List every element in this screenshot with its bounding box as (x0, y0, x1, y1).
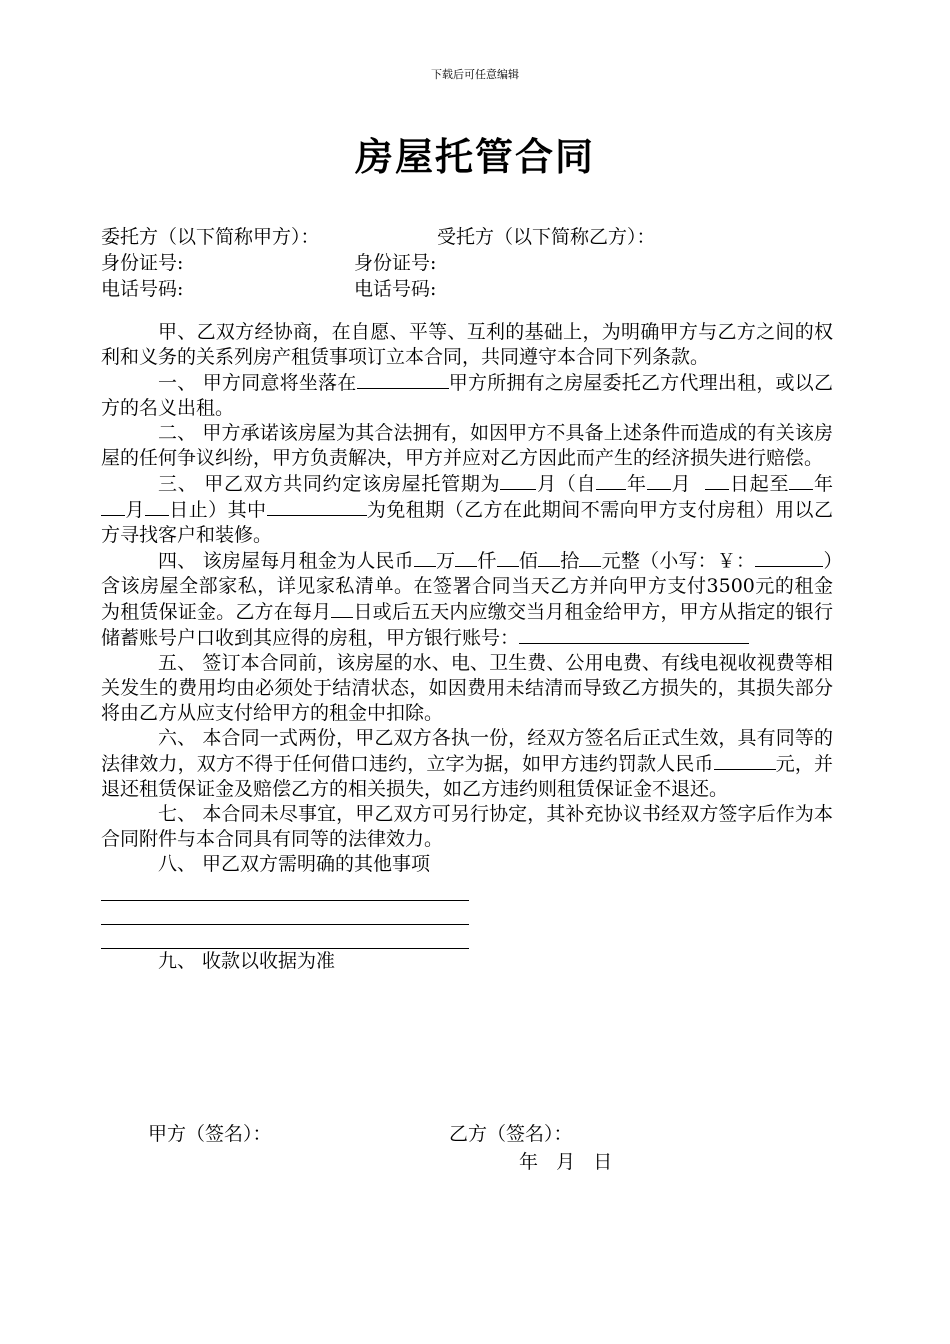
bank-account-blank[interactable] (519, 625, 749, 644)
clause-4-text-e: 拾 (560, 550, 580, 572)
parties-block (101, 224, 841, 302)
phone-a-label: 电话号码: (101, 278, 184, 300)
rent-qian-blank[interactable] (455, 548, 477, 567)
clause-3-text-h: 日止）其中 (168, 499, 267, 521)
other-matters-line[interactable] (101, 877, 469, 901)
clause-6-text-b: 元，并退还租赁保证金及赔偿乙方的相关损失，如乙方违约则租赁保证金不退还。 (101, 753, 833, 800)
intro-paragraph: 甲、乙双方经协商，在自愿、平等、互利的基础上，为明确甲方与乙方之间的权利和义务的关系列房产租赁事项订立本合同，共同遵守本合同下列条款。 (101, 321, 833, 368)
rent-numeric-blank[interactable] (755, 548, 823, 567)
clause-8: 八、 甲乙双方需明确的其他事项 (158, 853, 431, 875)
signature-date: 年 月 日 (519, 1151, 613, 1173)
clause-3-text-d: 月 (670, 473, 692, 495)
term-months-blank[interactable] (500, 471, 536, 490)
clause-2: 二、 甲方承诺该房屋为其合法拥有，如因甲方不具备上述条件而造成的有关该房屋的任何争议纠纷，甲方负责解决，甲方并应对乙方因此而产生的经济损失进行赔偿。 (101, 422, 833, 469)
id-row (101, 250, 841, 276)
clause-4-text-c: 仟 (477, 550, 497, 572)
end-day-blank[interactable] (145, 497, 169, 516)
start-day-blank[interactable] (705, 471, 729, 490)
party-row (101, 224, 841, 250)
clause-1 (101, 370, 833, 421)
start-month-blank[interactable] (647, 471, 671, 490)
rent-shi-blank[interactable] (538, 548, 560, 567)
clause-3-text-c: 年 (626, 473, 647, 495)
phone-row (101, 276, 841, 302)
clause-4 (101, 548, 833, 651)
rent-free-blank[interactable] (267, 497, 367, 516)
payment-day-blank[interactable] (331, 599, 353, 618)
header-note: 下载后可任意编辑 (431, 68, 519, 81)
clause-3-text-e: 日起至 (729, 473, 790, 495)
clause-4-text-h: 日或后五天内应缴交当月租金给甲方，甲方从指定的银行储蓄账号户口收到其应得的房租，甲方银行账号： (101, 601, 833, 649)
rent-bai-blank[interactable] (497, 548, 519, 567)
other-matters-line[interactable] (101, 925, 469, 949)
clause-3-text-g: 月 (125, 499, 145, 521)
clause-9: 九、 收款以收据为准 (158, 950, 336, 972)
contract-body (101, 320, 833, 974)
clause-7: 七、 本合同未尽事宜，甲乙双方可另行协定，其补充协议书经双方签字后作为本合同附件与本合同具有同等的法律效力。 (101, 803, 833, 850)
rent-yuan-blank[interactable] (579, 548, 601, 567)
id-b-label: 身份证号: (354, 252, 437, 274)
end-month-blank[interactable] (101, 497, 125, 516)
clause-4-text-d: 佰 (518, 550, 539, 572)
penalty-blank[interactable] (714, 751, 776, 770)
id-a-label: 身份证号: (101, 252, 184, 274)
clause-4-text-g: ）含该房屋全部家私，详见家私清单。在签署合同当天乙方并向甲方支付3500元的租金为租赁保证金。乙方在每月 (101, 550, 833, 623)
document-title: 房屋托管合同 (354, 134, 595, 179)
clause-3-text-i: 为免租期（乙方在此期间不需向甲方支付房租）用以乙方寻找客户和装修。 (101, 499, 833, 546)
clause-6-text-a: 六、 本合同一式两份，甲乙双方各执一份，经双方签名后正式生效，具有同等的法律效力，双方不得于任何借口违约，立字为据，如甲方违约罚款人民币 (101, 727, 833, 775)
clause-4-text-b: 万 (435, 550, 456, 572)
clause-3 (101, 471, 833, 548)
end-year-blank[interactable] (789, 471, 813, 490)
clause-4-text-f: 元整（小写：￥： (601, 550, 756, 572)
location-blank[interactable] (357, 370, 449, 389)
clause-3-text-a: 三、 甲乙双方共同约定该房屋托管期为 (158, 473, 501, 495)
party-b-label: 受托方（以下简称乙方）： (437, 226, 656, 248)
phone-b-label: 电话号码: (354, 278, 437, 300)
clause-1-text-a: 一、 甲方同意将坐落在 (158, 372, 357, 394)
rent-wan-blank[interactable] (414, 548, 436, 567)
party-a-signature[interactable]: 甲方（签名）： (148, 1123, 272, 1145)
clause-4-text-a: 四、 该房屋每月租金为人民币 (158, 550, 414, 572)
clause-1-text-b: 甲方所拥有之房屋委托乙方代理出租，或以乙方的名义出租。 (101, 372, 833, 419)
other-matters-line[interactable] (101, 901, 469, 925)
party-b-signature[interactable]: 乙方（签名）： (449, 1123, 573, 1145)
clause-6 (101, 726, 833, 802)
party-a-label: 委托方（以下简称甲方）： (101, 226, 320, 248)
clause-5: 五、 签订本合同前，该房屋的水、电、卫生费、公用电费、有线电视收视费等相关发生的费用均由必须处于结清状态，如因费用未结清而导致乙方损失的，其损失部分将由乙方从应支付给甲方的租金中扣除。 (101, 652, 833, 724)
start-year-blank[interactable] (596, 471, 626, 490)
clause-3-text-f: 年 (813, 473, 833, 495)
clause-3-text-b: 月（自 (536, 473, 597, 495)
